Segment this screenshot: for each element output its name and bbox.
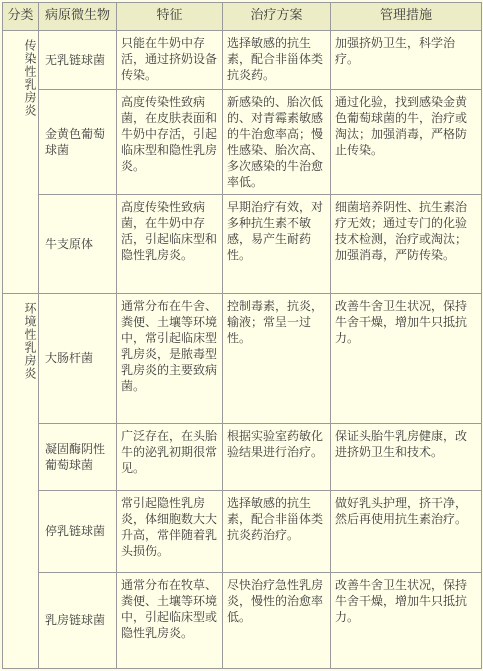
feature-cell: 高度传染性致病菌，在皮肤表面和牛奶中存活，引起临床型和隐性乳房炎。 — [117, 89, 223, 194]
header-category: 分类 — [3, 3, 39, 31]
pathogen-cell: 乳房链球菌 — [39, 572, 117, 668]
pathogen-cell: 牛支原体 — [39, 195, 117, 293]
feature-cell: 高度传染性致病菌，在牛奶中存活，引起临床型和隐性乳房炎。 — [117, 195, 223, 293]
category-contagious: 传染性乳房炎 — [3, 30, 39, 293]
header-pathogen: 病原微生物 — [39, 3, 117, 31]
feature-cell: 通常分布在牧草、粪便、土壤等环境中，引起临床型或隐性乳房炎。 — [117, 572, 223, 668]
pathogen-cell: 停乳链球菌 — [39, 490, 117, 572]
table-row — [3, 293, 482, 424]
management-cell: 加强挤奶卫生，科学治疗。 — [331, 30, 482, 89]
header-management: 管理措施 — [331, 3, 482, 31]
table-row — [3, 490, 482, 572]
treatment-cell: 根据实验室药敏化验结果进行治疗。 — [223, 424, 331, 490]
header-row — [3, 3, 482, 31]
mastitis-table — [2, 2, 482, 669]
feature-cell: 常引起隐性乳房炎，体细胞数大大升高，常伴随着乳头损伤。 — [117, 490, 223, 572]
treatment-cell: 选择敏感的抗生素，配合非甾体类抗炎药。 — [223, 30, 331, 89]
feature-cell: 只能在牛奶中存活，通过挤奶设备传染。 — [117, 30, 223, 89]
table-row — [3, 89, 482, 194]
pathogen-cell: 凝固酶阴性葡萄球菌 — [39, 424, 117, 490]
pathogen-cell: 无乳链球菌 — [39, 30, 117, 89]
treatment-cell: 早期治疗有效，对多种抗生素不敏感，易产生耐药性。 — [223, 195, 331, 293]
treatment-cell: 选择敏感的抗生素，配合非甾体类抗炎药治疗。 — [223, 490, 331, 572]
management-cell: 通过化验，找到感染金黄色葡萄球菌的牛，治疗或淘汰；加强消毒，严格防止传染。 — [331, 89, 482, 194]
treatment-cell: 新感染的、胎次低的、对青霉素敏感的牛治愈率高；慢性感染、胎次高、多次感染的牛治愈率低。 — [223, 89, 331, 194]
header-feature: 特征 — [117, 3, 223, 31]
feature-cell: 通常分布在牛舍、粪便、土壤等环境中，常引起临床型乳房炎，是脓毒型乳房炎的主要致病菌。 — [117, 293, 223, 424]
pathogen-cell: 大肠杆菌 — [39, 293, 117, 424]
header-treatment: 治疗方案 — [223, 3, 331, 31]
treatment-cell: 控制毒素，抗炎，输液；常呈一过性。 — [223, 293, 331, 424]
table-row — [3, 424, 482, 490]
table-row — [3, 572, 482, 668]
pathogen-cell: 金黄色葡萄球菌 — [39, 89, 117, 194]
feature-cell: 广泛存在，在头胎牛的泌乳初期很常见。 — [117, 424, 223, 490]
table-row — [3, 30, 482, 89]
management-cell: 做好乳头护理，挤干净，然后再使用抗生素治疗。 — [331, 490, 482, 572]
management-cell: 保证头胎牛乳房健康，改进挤奶卫生和技术。 — [331, 424, 482, 490]
table-row — [3, 195, 482, 293]
management-cell: 改善牛舍卫生状况，保持牛舍干燥，增加牛只抵抗力。 — [331, 572, 482, 668]
management-cell: 改善牛舍卫生状况，保持牛舍干燥，增加牛只抵抗力。 — [331, 293, 482, 424]
category-environmental: 环境性乳房炎 — [3, 293, 39, 669]
treatment-cell: 尽快治疗急性乳房炎，慢性的治愈率低。 — [223, 572, 331, 668]
management-cell: 细菌培养阴性、抗生素治疗无效；通过专门的化验技术检测，治疗或淘汰；加强消毒，严防传染。 — [331, 195, 482, 293]
